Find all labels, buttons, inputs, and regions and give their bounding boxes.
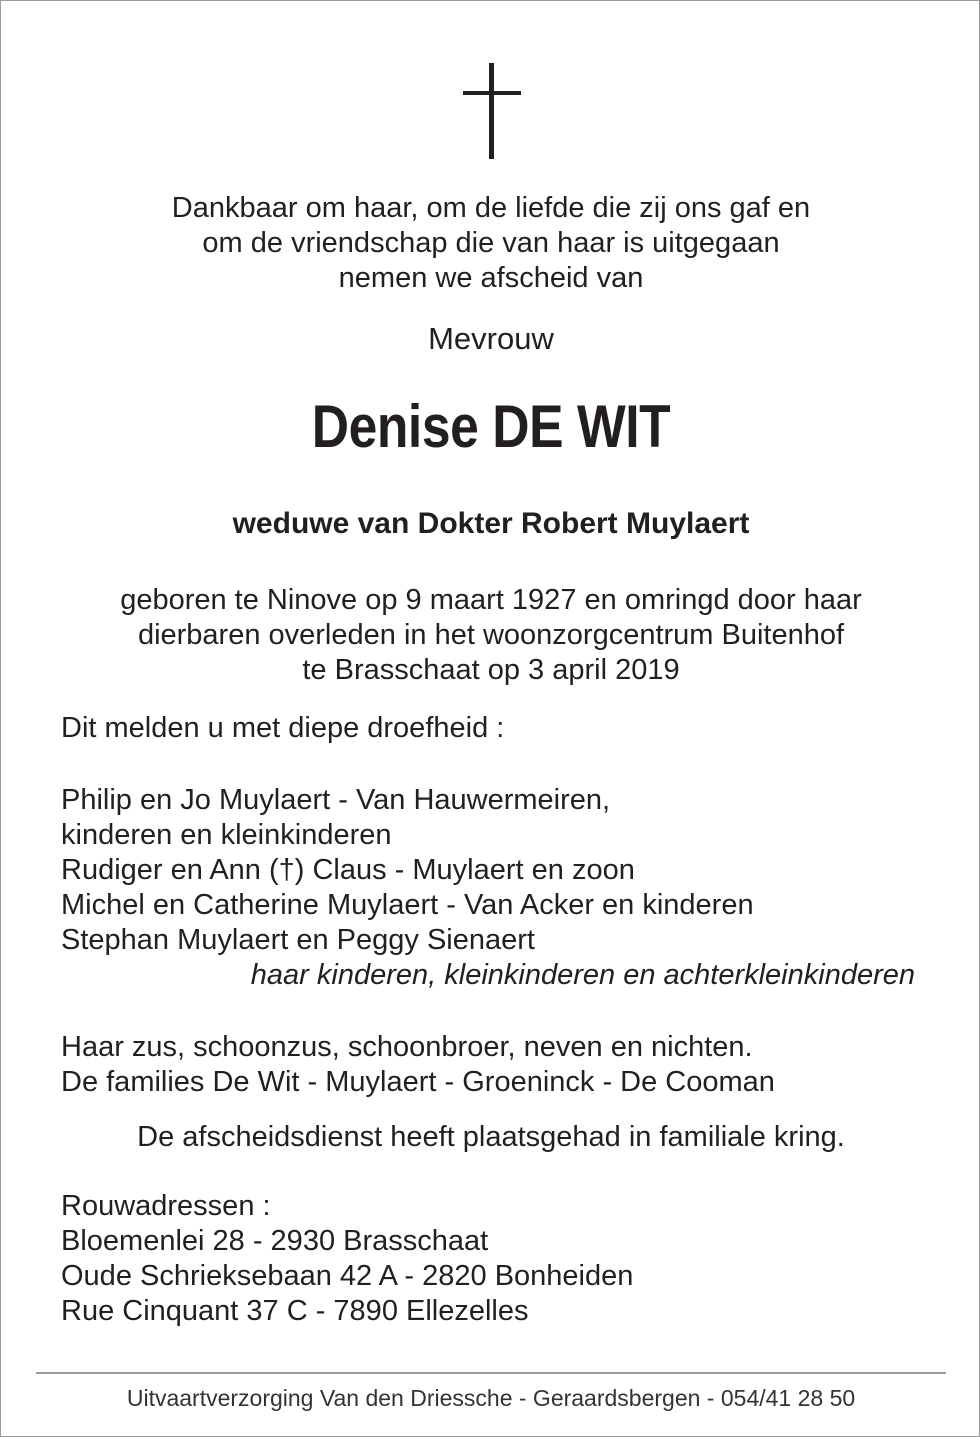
honorific: Mevrouw — [428, 321, 554, 356]
addresses-label: Rouwadressen : — [61, 1190, 271, 1222]
relatives-line: De families De Wit - Muylaert - Groeninck - De Cooman — [61, 1066, 775, 1098]
relatives-line: Haar zus, schoonzus, schoonbroer, neven en nichten. — [61, 1031, 753, 1063]
birth-line: te Brasschaat op 3 april 2019 — [302, 654, 680, 686]
widow-of: weduwe van Dokter Robert Muylaert — [232, 507, 750, 540]
intro-line: Dankbaar om haar, om de liefde die zij ons gaf en — [171, 192, 811, 224]
footer-divider — [36, 1372, 946, 1374]
family-line: Philip en Jo Muylaert - Van Hauwermeiren, — [61, 784, 611, 816]
address-line: Oude Schrieksebaan 42 A - 2820 Bonheiden — [61, 1260, 634, 1292]
birth-death-info — [1, 583, 980, 688]
family-line: Stephan Muylaert en Peggy Sienaert — [61, 924, 535, 956]
intro-line: nemen we afscheid van — [338, 262, 644, 294]
family-line: kinderen en kleinkinderen — [61, 819, 392, 851]
birth-line: geboren te Ninove op 9 maart 1927 en omringd door haar — [120, 584, 862, 616]
relatives-list — [61, 1030, 775, 1100]
mourning-addresses — [61, 1189, 633, 1329]
family-line: Rudiger en Ann (†) Claus - Muylaert en zoon — [61, 854, 635, 886]
funeral-home-footer: Uitvaartverzorging Van den Driessche - Geraardsbergen - 054/41 28 50 — [126, 1385, 856, 1411]
intro-line: om de vriendschap die van haar is uitgegaan — [202, 227, 780, 259]
announcement: Dit melden u met diepe droefheid : — [61, 712, 505, 744]
deceased-name: Denise DE WIT — [311, 393, 671, 460]
intro-text — [1, 191, 980, 296]
service-notice: De afscheidsdienst heeft plaatsgehad in familiale kring. — [137, 1121, 845, 1153]
birth-line: dierbaren overleden in het woonzorgcentrum Buitenhof — [137, 619, 845, 651]
address-line: Bloemenlei 28 - 2930 Brasschaat — [61, 1225, 489, 1257]
family-line: Michel en Catherine Muylaert - Van Acker en kinderen — [61, 889, 754, 921]
cross-icon — [463, 63, 521, 159]
family-note: haar kinderen, kleinkinderen en achterkleinkinderen — [250, 959, 915, 991]
family-list — [61, 783, 754, 958]
address-line: Rue Cinquant 37 C - 7890 Ellezelles — [61, 1295, 529, 1327]
